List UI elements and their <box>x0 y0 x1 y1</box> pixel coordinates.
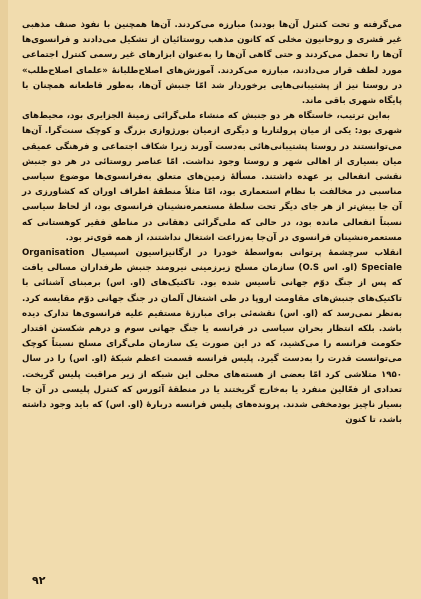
page-number: ۹۲ <box>32 574 46 587</box>
body-text <box>22 18 402 428</box>
page-edge <box>0 0 8 599</box>
paragraph-3: انقلاب سرچشمهٔ پرتوانی به‌واسطهٔ خودرا در ارگانیزاسیون اسپسیال Organisation Speciale (او. اس O.S) سازمان مسلح زیرزمینی نیرومند جنبش طرفداران مسالی یافت که پس از جنگ دوّم جهانی تأسیس شده بود. تاکتیک‌های (او. اس) برمبنای آشنائی با تاکتیک‌های جنبش‌های مقاومت اروپا در طی اشتغال آلمان در جنگ جهانی دوّم مقایسه کرد. به‌نظر نمی‌رسد که (او. اس) نقشه‌ئی برای مبارزهٔ مستقیم علیه فرانسوی‌ها تدارک دیده باشد. بلکه انتظار بحران سیاسی در فرانسه یا جنگ جهانی سوم و درهم شکستن اقتدار حکومت فرانسه را می‌کشید، که در این صورت یک سازمان ملی‌گرای مسلح نسبتاً کوچک می‌توانست قدرت را به‌دست گیرد. پلیس فرانسه قسمت اعظم شبکهٔ (او. اس) را در سال ۱۹۵۰ متلاشی کرد امّا بعضی از هسته‌های محلی این شبکه از زیر مراقبت پلیس گریخت. تعدادی از فعّالین منفرد یا به‌خارج گریختند یا در منطقهٔ آئورس که کنترل پلیسی در آن جا بسیار ناچیز بودمخفی شدند. پرونده‌های پلیس فرانسه دربارهٔ (او. اس) که باید وجود داشته باشد، تا کنون <box>22 248 402 426</box>
paragraph-1: می‌گرفته و تحت کنترل آن‌ها بودند) مبارزه می‌کردند. آن‌ها همچنین با نفوذ صنف مذهبی غیر قشری و روحانیون مخلی که کانون مذهب روستائیان از تشکیل می‌دادند و فرانسوی‌ها آن‌ها را تحمل می‌کردند و حتی گاهی آن‌ها را به‌عنوان ابزارهای غیر رسمی کنترل اجتماعی مورد لطف قرار می‌دادند، مبارزه می‌کردند. آموزش‌های اصلاح‌طلبانهٔ «علمای اصلاح‌طلب» در روستا نیز از پشتیبانی‌هایی برخوردار شد امّا جنبش آن‌ها، به‌طور قاطعانه همچنان با پایگاه شهری باقی ماند. <box>22 20 402 107</box>
paragraph-2: به‌این ترتیب، خاستگاه هر دو جنبش که منشاء ملی‌گرائی زمینهٔ الجزایری بود، محیط‌های شهری بود: یکی از میان پرولتاریا و دیگری ازمیان بورژوازی بزرگ و کوچک سنت‌گرا. آن‌ها می‌توانستند در روستا پشتیبانی‌هائی به‌دست آورند زیرا شکاف اجتماعی و فرهنگی عمیقی میان بسیاری از اهالی شهر و روستا وجود نداشت. امّا عناصر روستائی در هر دو جنبش نقشی انفعالی بر عهده داشتند. مسألهٔ زمین‌های متعلق به‌فرانسوی‌ها موضوع سیاسی مناسبی در مخالفت با نظام استعماری بود، امّا مثلاً منطقهٔ اطراف اوران که کشاورزی در آن جا بیش‌تر از هر جای دیگر تحت سلطهٔ مستعمره‌نشینان فرانسوی بود، از لحاظ سیاسی نسبتاً انفعالی مانده بود، در حالی که ملی‌گرائی دهقانی در مناطق فقیر کوهستانی که مستعمره‌نشینان فرانسوی در آن‌جا به‌زراعت اشتغال نداشتند، از همه قوی‌تر بود. <box>22 111 402 243</box>
